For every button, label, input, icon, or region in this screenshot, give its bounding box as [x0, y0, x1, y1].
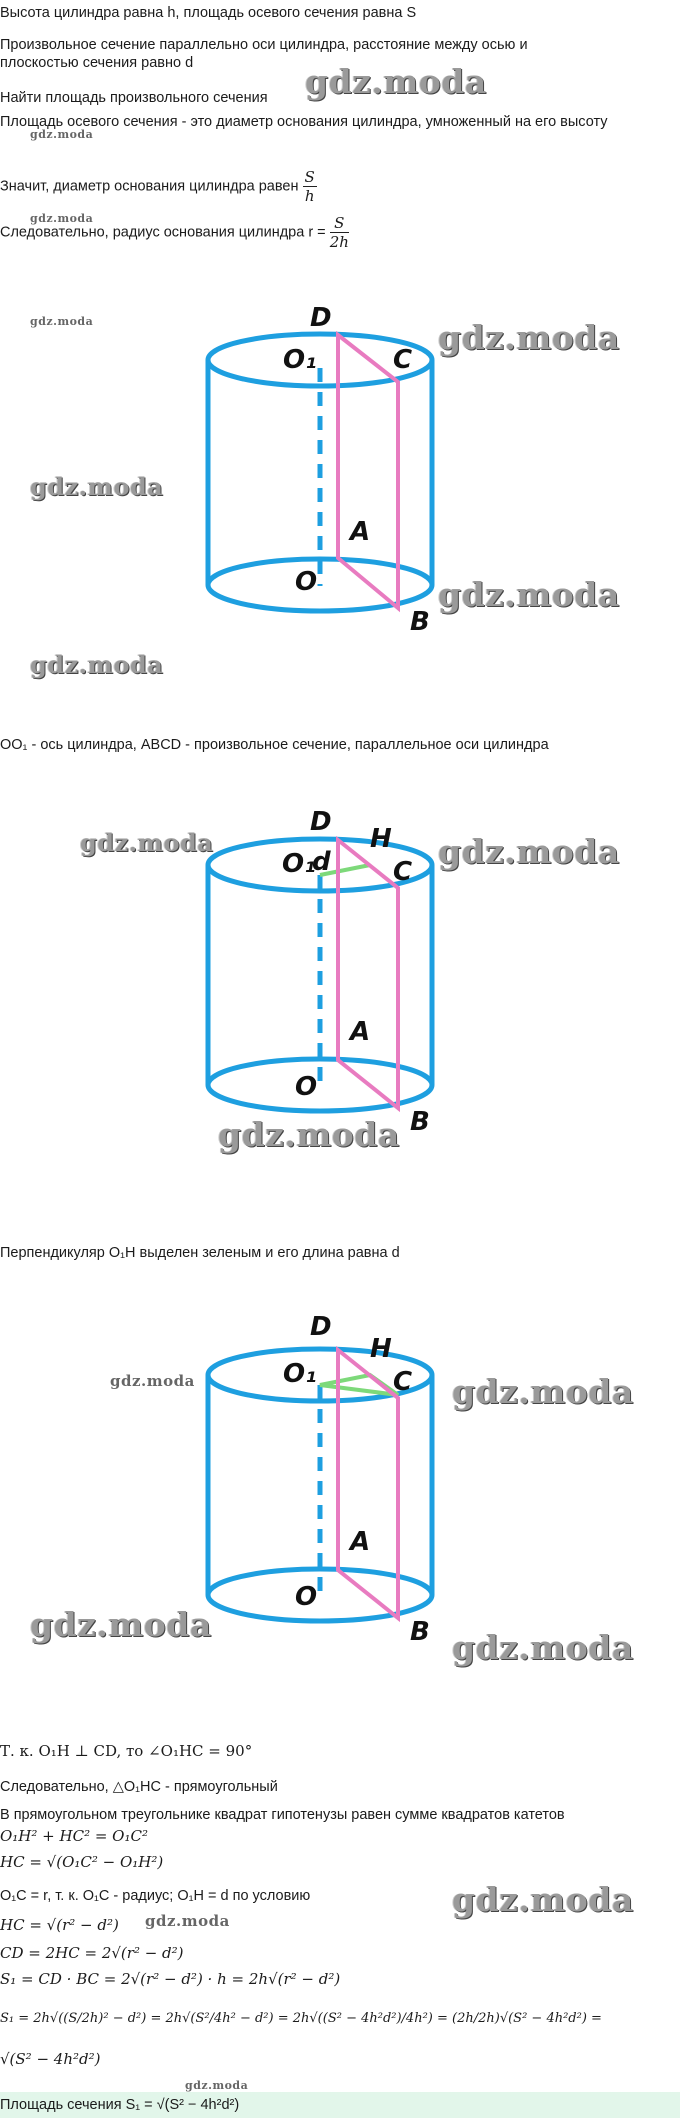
label-d: d — [312, 847, 331, 877]
watermark: gdz.moda — [438, 318, 620, 357]
label-D: D — [310, 303, 332, 333]
triangle-o1hc — [320, 1375, 398, 1395]
label-O1: O₁ — [282, 849, 316, 879]
line-4: Площадь осевого сечения - это диаметр основания цилиндра, умноженный на его высоту — [0, 114, 608, 130]
label-O: O — [295, 1072, 318, 1102]
label-D: D — [310, 1312, 332, 1342]
line-5 — [0, 168, 317, 205]
watermark: gdz.moda — [305, 62, 487, 101]
line-3: Найти площадь произвольного сечения — [0, 90, 268, 106]
line-11: В прямоугольном треугольнике квадрат гипотенузы равен сумме квадратов катетов — [0, 1807, 565, 1823]
label-A: A — [350, 517, 371, 547]
watermark: gdz.moda — [452, 1628, 634, 1667]
line-9: Т. к. O₁H ⊥ CD, то ∠O₁HC = 90° — [0, 1742, 253, 1760]
watermark: gdz.moda — [30, 212, 94, 225]
line-10: Следовательно, △O₁HC - прямоугольный — [0, 1779, 278, 1795]
fraction-den: h — [304, 187, 315, 205]
label-A: A — [350, 1017, 371, 1047]
label-C: C — [393, 857, 413, 887]
label-O: O — [295, 567, 318, 597]
watermark: gdz.moda — [30, 315, 94, 328]
watermark: gdz.moda — [30, 472, 164, 501]
watermark: gdz.moda — [218, 1115, 400, 1154]
watermark: gdz.moda — [30, 650, 164, 679]
line-17: S₁ = CD · BC = 2√(r² − d²) · h = 2h√(r² − d²) — [0, 1970, 341, 1988]
fraction-s-over-2h — [330, 214, 349, 251]
line-1: Высота цилиндра равна h, площадь осевого сечения равна S — [0, 5, 417, 21]
label-C: C — [393, 1367, 413, 1397]
line-18: S₁ = 2h√((S/2h)² − d²) = 2h√(S²/4h² − d²) = 2h√((S² − 4h²d²)/4h²) = (2h/2h)√(S² − 4h²d²) = — [0, 2011, 602, 2026]
line-15: HC = √(r² − d²) — [0, 1916, 119, 1934]
answer-text: Площадь сечения S₁ = √(S² − 4h²d²) — [0, 2097, 240, 2113]
label-D: D — [310, 807, 332, 837]
label-B: B — [410, 1617, 430, 1647]
label-O: O — [295, 1582, 318, 1612]
label-B: B — [410, 1107, 430, 1137]
label-O1: O₁ — [283, 1359, 317, 1389]
label-H: H — [370, 1334, 392, 1364]
line-8: Перпендикуляр O₁H выделен зеленым и его длина равна d — [0, 1245, 400, 1261]
watermark: gdz.moda — [438, 832, 620, 871]
watermark: gdz.moda — [145, 1912, 230, 1930]
line-7: OO₁ - ось цилиндра, ABCD - произвольное сечение, параллельное оси цилиндра — [0, 737, 549, 753]
watermark: gdz.moda — [30, 128, 94, 141]
watermark: gdz.moda — [80, 828, 214, 857]
line-12: O₁H² + HC² = O₁C² — [0, 1827, 148, 1845]
watermark: gdz.moda — [438, 575, 620, 614]
line-5-text: Значит, диаметр основания цилиндра равен — [0, 178, 299, 195]
label-O1: O₁ — [283, 345, 317, 375]
watermark: gdz.moda — [452, 1880, 634, 1919]
watermark: gdz.moda — [185, 2079, 249, 2092]
line-14: O₁C = r, т. к. O₁C - радиус; O₁H = d по условию — [0, 1888, 311, 1904]
line-16: CD = 2HC = 2√(r² − d²) — [0, 1944, 184, 1962]
watermark: gdz.moda — [30, 1605, 212, 1644]
watermark: gdz.moda — [110, 1372, 195, 1390]
watermark: gdz.moda — [452, 1372, 634, 1411]
fraction-s-over-h — [303, 168, 317, 205]
line-6-text: Следовательно, радиус основания цилиндра r = — [0, 224, 326, 241]
label-B: B — [410, 607, 430, 637]
section-abcd — [338, 335, 398, 608]
answer-highlight — [0, 2092, 680, 2118]
line-13: HC = √(O₁C² − O₁H²) — [0, 1853, 164, 1871]
section-abcd — [338, 840, 398, 1108]
line-19: √(S² − 4h²d²) — [0, 2050, 101, 2068]
fraction-num: S — [330, 214, 349, 233]
label-H: H — [370, 824, 392, 854]
line-2: Произвольное сечение параллельно оси цилиндра, расстояние между осью и плоскостью сечения равно d — [0, 37, 528, 71]
label-A: A — [350, 1527, 371, 1557]
label-C: C — [393, 345, 413, 375]
fraction-num: S — [304, 168, 315, 186]
fraction-den: 2h — [329, 233, 349, 251]
